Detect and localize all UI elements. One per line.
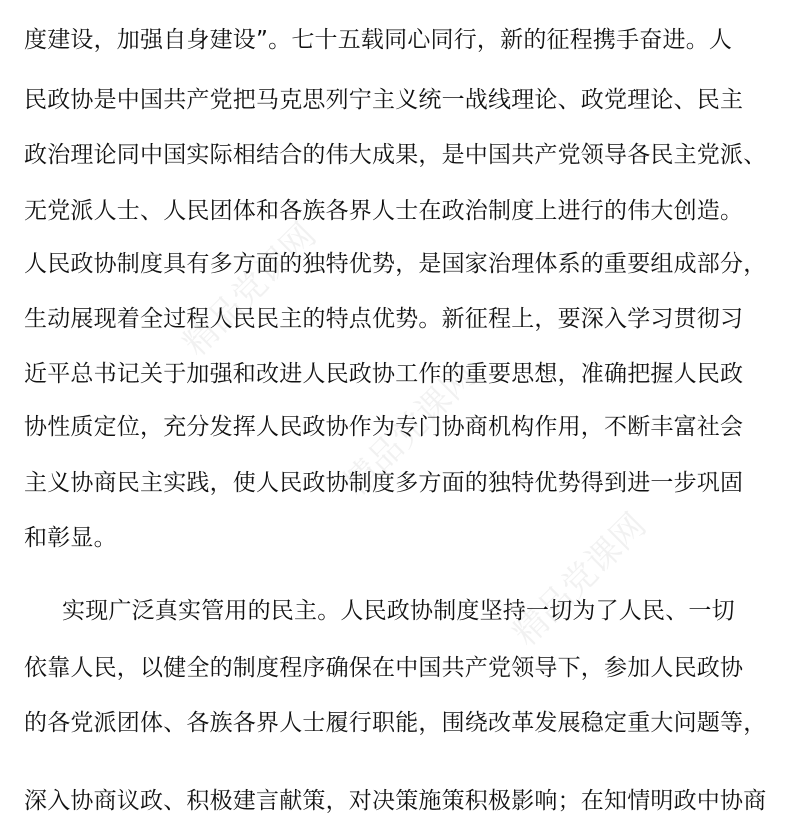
text-line: 度建设，加强自身建设”。七十五载同心同行，新的征程携手奋进。人	[24, 27, 733, 53]
text-line: 民政协是中国共产党把马克思列宁主义统一战线理论、政党理论、民主	[24, 87, 744, 113]
text-line: 依靠人民，以健全的制度程序确保在中国共产党领导下，参加人民政协	[24, 655, 744, 681]
text-line: 人民政协制度具有多方面的独特优势，是国家治理体系的重要组成部分，	[24, 251, 767, 277]
text-line: 生动展现着全过程人民民主的特点优势。新征程上，要深入学习贯彻习	[24, 306, 744, 332]
text-line: 近平总书记关于加强和改进人民政协工作的重要思想，准确把握人民政	[24, 361, 744, 387]
text-line: 深入协商议政、积极建言献策，对决策施策积极影响；在知情明政中协商	[24, 788, 767, 814]
text-line: 的各党派团体、各族各界人士履行职能，围绕改革发展稳定重大问题等，	[24, 710, 767, 736]
paragraph-first-line: 实现广泛真实管用的民主。人民政协制度坚持一切为了人民、一切	[62, 598, 735, 624]
text-line: 和彰显。	[24, 525, 117, 551]
text-line: 无党派人士、人民团体和各族各界人士在政治制度上进行的伟大创造。	[24, 198, 744, 224]
watermark: 精品党课网	[175, 215, 325, 364]
text-line: 政治理论同中国实际相结合的伟大成果，是中国共产党领导各民主党派、	[24, 142, 767, 168]
watermark: 精品党课网	[505, 505, 655, 654]
text-line: 协性质定位，充分发挥人民政协作为专门协商机构作用，不断丰富社会	[24, 414, 744, 440]
watermark: 精品党课网	[335, 355, 485, 504]
text-line: 主义协商民主实践，使人民政协制度多方面的独特优势得到进一步巩固	[24, 470, 744, 496]
